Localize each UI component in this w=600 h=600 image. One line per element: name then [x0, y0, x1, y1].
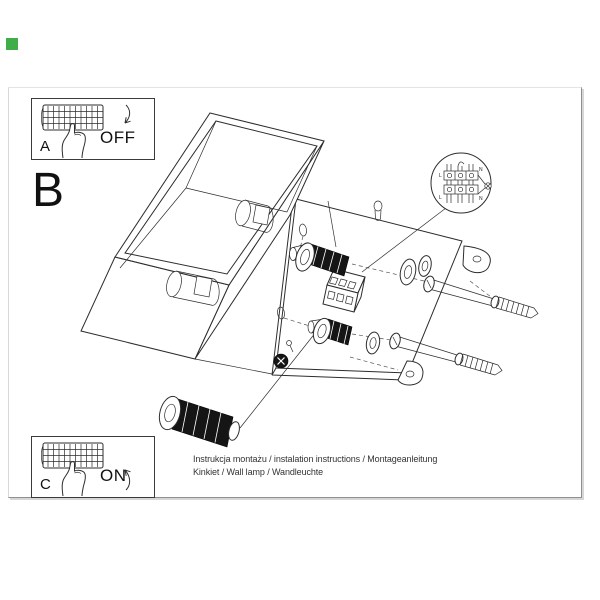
terminal-label-l-top: L	[439, 173, 442, 179]
instruction-title-line: Instrukcja montażu / instalation instructions / Montageanleitung	[193, 454, 438, 464]
keyhole-slot	[374, 201, 382, 221]
fixing-screw-black	[274, 354, 288, 368]
terminal-label-n-top: N	[479, 167, 483, 173]
power-on-label: ON	[100, 466, 127, 485]
power-off-label: OFF	[100, 128, 136, 147]
step-c-panel	[31, 436, 155, 498]
product-type-line: Kinkiet / Wall lamp / Wandleuchte	[193, 467, 324, 477]
terminal-label-n-bottom: N	[479, 196, 483, 202]
step-b-label: B	[32, 164, 65, 217]
step-c-label: C	[40, 476, 51, 493]
mounting-tab-top	[463, 246, 490, 273]
footer-text	[193, 453, 437, 479]
terminal-label-l-bottom: L	[439, 195, 442, 201]
step-a-label: A	[40, 138, 51, 155]
lamp-socket-exploded	[156, 394, 241, 447]
